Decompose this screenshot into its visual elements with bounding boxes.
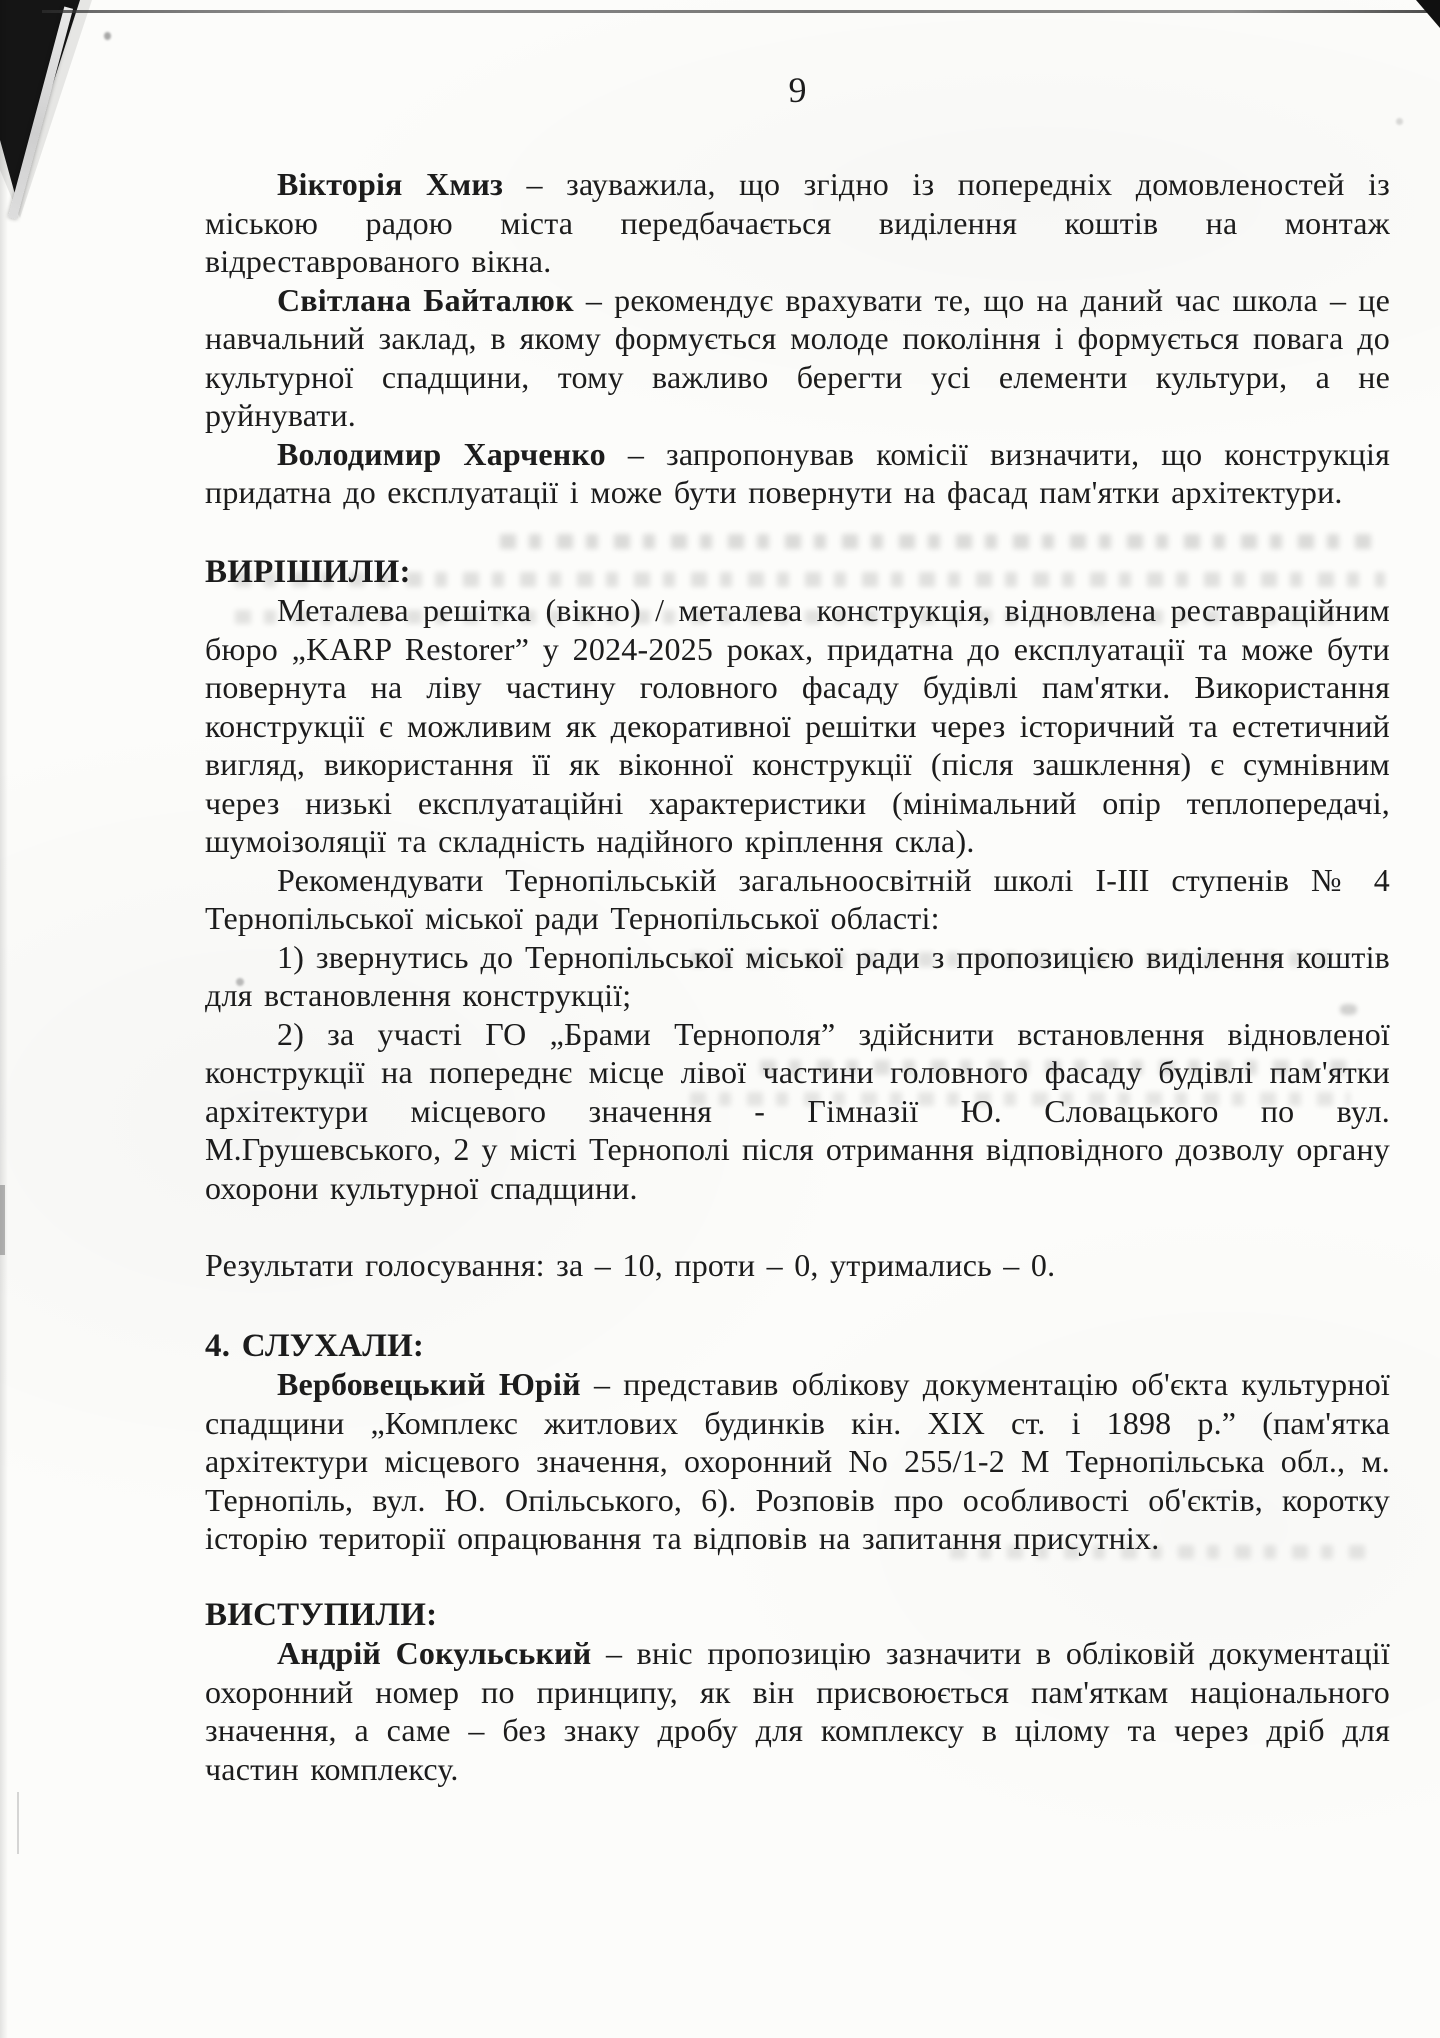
item4-heading: 4. СЛУХАЛИ: bbox=[205, 1327, 425, 1364]
scan-edge-sliver bbox=[0, 1185, 5, 1255]
speech-text: – рекомендує врахувати те, що на даний час школа – це навчальний заклад, в якому формується молоде покоління і формується повага до культурної спадщини, тому важливо берегти усі елементи культури, а не руйнувати. bbox=[205, 281, 1390, 433]
speaker-name: Володимир Харченко bbox=[277, 435, 606, 472]
speech-paragraph bbox=[205, 165, 1390, 281]
speaker-name: Андрій Сокульський bbox=[277, 1635, 592, 1671]
text-column bbox=[205, 70, 1390, 1788]
speech-text: – вніс пропозицію зазначити в обліковій документації охоронний номер по принципу, як він присвоюється пам'яткам національного значення, а саме – без знаку дробу для комплексу в цілому та через дріб для частин комплексу. bbox=[205, 1635, 1390, 1787]
resolution-list-item: 2) за участі ГО „Брами Тернополя” здійснити встановлення відновленої конструкції на попереднє місце лівої частини головного фасаду будівлі пам'ятки архітектури місцевого значення - Гімназії Ю. Словацького по вул. М.Грушевського, 2 у місті Тернополі після отримання відповідного дозволу органу охорони культурної спадщини. bbox=[205, 1015, 1390, 1206]
speech-text: – представив облікову документацію об'єкта культурної спадщини „Комплекс житлових будинків кін. XIX ст. і 1898 р.” (пам'ятка архітектури місцевого значення, охоронний No 255/1-2 М Тернопільська обл., м. Тернопіль, вул. Ю. Опільського, 6). Розповів про особливості об'єктів, коротку історію території опрацювання та відповів на запитання присутніх. bbox=[205, 1366, 1390, 1556]
speech-paragraph bbox=[205, 1365, 1390, 1558]
speaker-name: Вікторія Хмиз bbox=[277, 166, 504, 202]
scan-top-right-corner-artifact bbox=[1416, 0, 1440, 28]
speech-paragraph bbox=[205, 1634, 1390, 1788]
voting-results: Результати голосування: за – 10, проти – 0, утримались – 0. bbox=[205, 1247, 1056, 1283]
scan-top-edge-line-artifact bbox=[42, 10, 1440, 13]
speech-text: – запропонував комісії визначити, що конструкція придатна до експлуатації і може бути повернути на фасад пам'ятки архітектури. bbox=[205, 435, 1390, 510]
speech-text: – зауважила, що згідно із попередніх домовленостей із міською радою міста передбачається виділення коштів на монтаж відреставрованого вікна. bbox=[205, 166, 1390, 279]
speech-paragraph bbox=[205, 281, 1390, 435]
speech-paragraph bbox=[205, 435, 1390, 512]
speaker-name: Вербовецький Юрій bbox=[277, 1366, 581, 1402]
spoke-heading: ВИСТУПИЛИ: bbox=[205, 1596, 438, 1633]
scan-speck bbox=[104, 32, 111, 40]
speaker-name: Світлана Байталюк bbox=[277, 281, 574, 318]
resolution-paragraph: Рекомендувати Тернопільській загальноосвітній школі I-III ступенів № 4 Тернопільської міської ради Тернопільської області: bbox=[205, 861, 1390, 936]
resolution-list-item: 1) звернутись до Тернопільської міської ради з пропозицією виділення коштів для встановлення конструкції; bbox=[205, 938, 1390, 1013]
resolution-paragraph: Металева решітка (вікно) / металева конструкція, відновлена реставраційним бюро „KARP Restorer” у 2024-2025 роках, придатна до експлуатації та може бути повернута на ліву частину головного фасаду будівлі пам'ятки. Використання конструкції є можливим як декоративної решітки через історичний та естетичний вигляд, використання її як віконної конструкції (після зашклення) є сумнівним через низькі експлуатаційні характеристики (мінімальний опір теплопередачі, шумоізоляції та складність надійного кріплення скла). bbox=[205, 592, 1390, 859]
page-number: 9 bbox=[788, 70, 807, 110]
resolved-heading: ВИРІШИЛИ: bbox=[205, 553, 411, 590]
scan-speck bbox=[1396, 118, 1403, 125]
scan-left-edge-shading bbox=[0, 0, 8, 2038]
scan-edge-sliver bbox=[17, 1792, 19, 1854]
